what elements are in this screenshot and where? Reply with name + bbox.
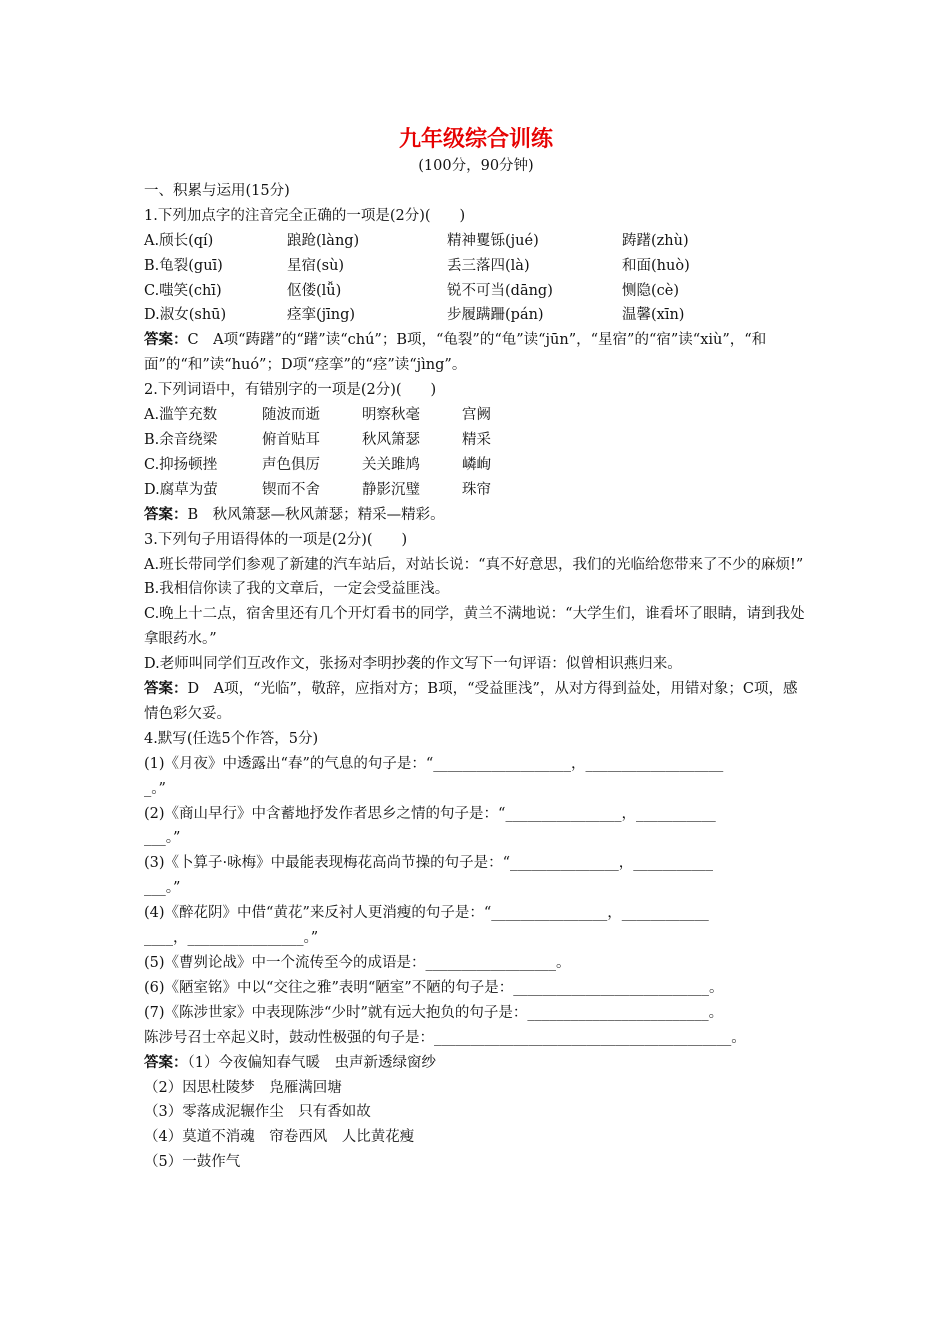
- option-cell: 关关雎鸠: [362, 456, 420, 473]
- answer-text: B 秋风箫瑟—秋风萧瑟；精采—精彩。: [187, 506, 445, 523]
- option-cell: 踉跄(làng): [287, 232, 360, 249]
- answer-label: 答案：: [144, 1053, 188, 1071]
- dictation-item-1: (1)《月夜》中透露出“春”的气息的句子是：“___________________，___________________: [144, 755, 724, 772]
- question-4-answer: [144, 1051, 808, 1076]
- option-cell: 宫阙: [462, 407, 491, 424]
- option-cell: 恻隐(cè): [622, 282, 680, 299]
- dictation-item-4-cont: ____，________________。”: [144, 930, 319, 947]
- section-heading: 一、积累与运用(15分): [144, 182, 290, 199]
- question-1-answer: [144, 328, 808, 378]
- dictation-item-1-cont: _。”: [144, 780, 166, 797]
- dictation-item-2-cont: ___。”: [144, 830, 181, 847]
- dictation-item-4: (4)《醉花阴》中借“黄花”来反衬人更消瘦的句子是：“________________，____________: [144, 905, 709, 922]
- question-1-stem: 1.下列加点字的注音完全正确的一项是(2分)( ): [144, 207, 466, 224]
- option-cell: C.嗤笑(chī): [144, 282, 222, 299]
- option-cell: 锲而不舍: [262, 481, 320, 498]
- document-body: [144, 124, 808, 1175]
- question-1-options-d: [144, 303, 808, 328]
- answer-line: （4）莫道不消魂 帘卷西风 人比黄花瘦: [144, 1129, 415, 1146]
- option-cell: 秋风箫瑟: [362, 431, 420, 448]
- answer-label: 答案：: [144, 505, 188, 523]
- option-cell: 温馨(xīn): [622, 307, 685, 324]
- option-cell: C.抑扬顿挫: [144, 456, 218, 473]
- question-3-option-d: D.老师叫同学们互改作文，张扬对李明抄袭的作文写下一句评语：似曾相识燕归来。: [144, 656, 682, 673]
- answer-label: 答案：: [144, 331, 188, 349]
- dictation-item-7: (7)《陈涉世家》中表现陈涉“少时”就有远大抱负的句子是：_________________________。: [144, 1004, 724, 1021]
- option-cell: 精采: [462, 431, 491, 448]
- option-cell: 踌躇(zhù): [622, 232, 689, 249]
- option-cell: D.淑女(shū): [144, 307, 227, 324]
- question-1-options-a: [144, 229, 808, 254]
- question-2-answer: [144, 503, 808, 528]
- option-cell: 痉挛(jīng): [287, 307, 356, 324]
- question-4-stem: 4.默写(任选5个作答，5分): [144, 730, 319, 747]
- option-cell: 星宿(sù): [287, 257, 345, 274]
- option-cell: 丢三落四(là): [447, 257, 530, 274]
- dictation-item-3-cont: ___。”: [144, 880, 181, 897]
- question-2-options-a: [144, 403, 808, 428]
- question-3-answer: [144, 677, 808, 727]
- option-cell: 珠帘: [462, 481, 491, 498]
- option-cell: 静影沉璧: [362, 481, 420, 498]
- option-cell: D.腐草为萤: [144, 481, 218, 498]
- option-cell: 俯首贴耳: [262, 431, 320, 448]
- question-3-option-a: A.班长带同学们参观了新建的汽车站后，对站长说：“真不好意思，我们的光临给您带来了不少的麻烦!”: [144, 556, 804, 573]
- answer-line: （5）一鼓作气: [144, 1154, 241, 1171]
- question-3-option-c: C.晚上十二点，宿舍里还有几个开灯看书的同学，黄兰不满地说：“大学生们，谁看坏了眼睛，请到我处拿眼药水。”: [144, 606, 805, 648]
- question-2-stem: 2.下列词语中，有错别字的一项是(2分)( ): [144, 382, 437, 399]
- page-title: 九年级综合训练: [398, 126, 553, 152]
- answer-text: C A项“踌躇”的“躇”读“chú”；B项，“龟裂”的“龟”读“jūn”，“星宿”的“宿”读“xiù”，“和面”的“和”读“huó”；D项“痉挛”的“痉”读“jìng”。: [144, 332, 767, 374]
- question-2-options-b: [144, 428, 808, 453]
- question-2-options-d: [144, 478, 808, 503]
- page-subtitle: (100分，90分钟): [418, 158, 534, 174]
- question-1-options-c: [144, 279, 808, 304]
- option-cell: A.颀长(qí): [144, 232, 214, 249]
- option-cell: 精神矍铄(jué): [447, 232, 539, 249]
- answer-line: （3）零落成泥辗作尘 只有香如故: [144, 1104, 371, 1121]
- option-cell: B.余音绕梁: [144, 431, 218, 448]
- question-3-stem: 3.下列句子用语得体的一项是(2分)( ): [144, 531, 408, 548]
- option-cell: 声色俱厉: [262, 456, 320, 473]
- answer-line: （2）因思杜陵梦 凫雁满回塘: [144, 1079, 342, 1096]
- option-cell: 锐不可当(dāng): [447, 282, 553, 299]
- option-cell: 明察秋毫: [362, 407, 420, 424]
- option-cell: 随波而逝: [262, 407, 320, 424]
- dictation-item-6: (6)《陋室铭》中以“交往之雅”表明“陋室”不陋的句子是：___________________________。: [144, 979, 724, 996]
- question-1-options-b: [144, 254, 808, 279]
- answer-text: D A项，“光临”，敬辞，应指对方；B项，“受益匪浅”，从对方得到益处，用错对象；C项，感情色彩欠妥。: [144, 681, 798, 722]
- dictation-item-2: (2)《商山早行》中含蓄地抒发作者思乡之情的句子是：“________________，___________: [144, 805, 716, 822]
- option-cell: B.龟裂(guī): [144, 257, 223, 274]
- dictation-item-7-cont: 陈涉号召士卒起义时，鼓动性极强的句子是：_________________________________________。: [144, 1029, 746, 1046]
- option-cell: 嶙峋: [462, 456, 491, 473]
- dictation-item-3: (3)《卜算子·咏梅》中最能表现梅花高尚节操的句子是：“_______________，___________: [144, 855, 714, 872]
- option-cell: 步履蹒跚(pán): [447, 307, 544, 324]
- dictation-item-5: (5)《曹刿论战》中一个流传至今的成语是：__________________。: [144, 955, 571, 971]
- option-cell: 和面(huò): [622, 257, 690, 274]
- question-2-options-c: [144, 453, 808, 478]
- option-cell: 伛偻(lǚ): [287, 282, 342, 299]
- answer-label: 答案：: [144, 680, 188, 698]
- answer-text: （1）今夜偏知春气暖 虫声新透绿窗纱: [187, 1054, 436, 1071]
- option-cell: A.滥竽充数: [144, 407, 218, 424]
- question-3-option-b: B.我相信你读了我的文章后，一定会受益匪浅。: [144, 581, 450, 598]
